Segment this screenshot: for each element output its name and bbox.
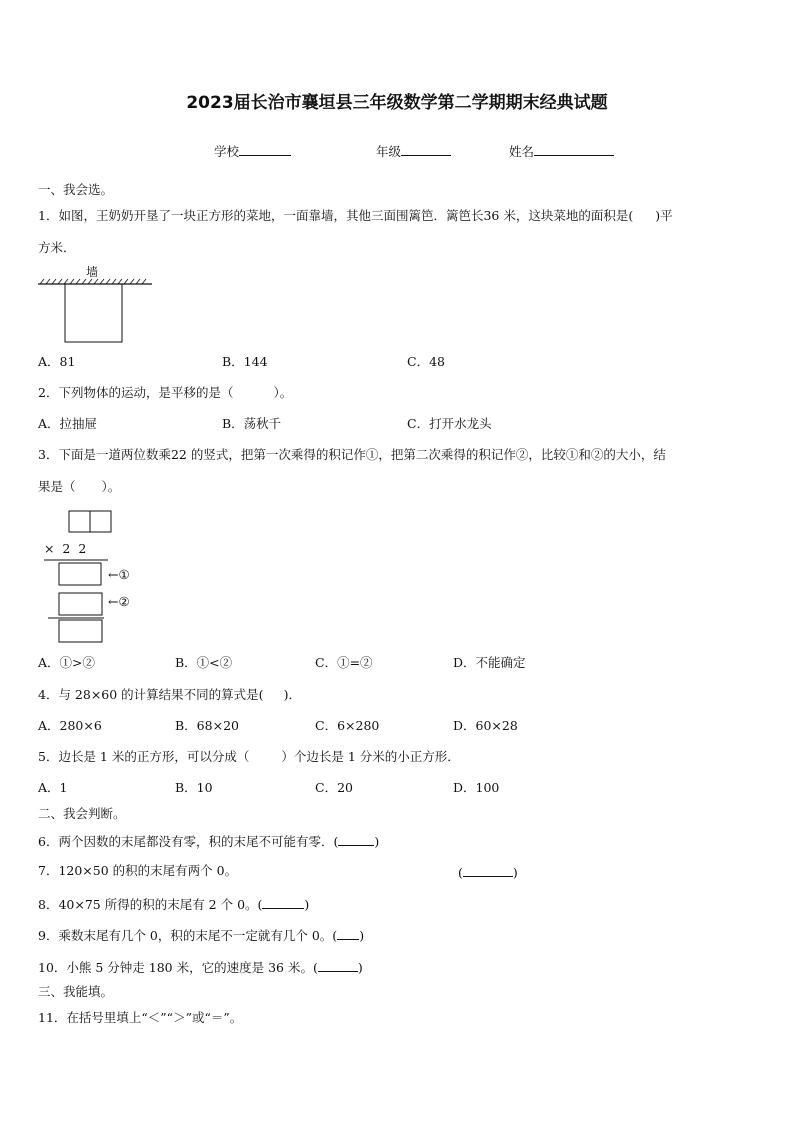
arrow-label-2: ←②	[108, 594, 130, 609]
name-blank[interactable]	[534, 142, 614, 156]
question-text	[38, 749, 460, 765]
question-text-part: )	[357, 960, 363, 975]
question-text-part: )平	[655, 208, 673, 223]
page-title: 2023届长治市襄垣县三年级数学第二学期期末经典试题	[186, 93, 608, 113]
name-field[interactable]	[509, 142, 614, 160]
judge-question	[38, 926, 364, 944]
question-text: 3．下面是一道两位数乘22 的竖式，把第一次乘得的积记作①，把第二次乘得的积记作②，比较①和②的大小，结	[38, 447, 666, 462]
question-text-part: 10．小熊 5 分钟走 180 米，它的速度是 36 米。(	[38, 960, 318, 975]
first-product-box	[59, 563, 101, 585]
answer-blank[interactable]	[337, 926, 359, 940]
question-text-part: 2．下列物体的运动，是平移的是（	[38, 385, 234, 400]
question-text-part: (	[458, 865, 463, 880]
option-c[interactable]: C．48	[407, 354, 445, 369]
question-text-part: 果是（	[38, 479, 76, 494]
question-text-part: 6．两个因数的末尾都没有零，积的末尾不可能有零．(	[38, 834, 339, 849]
question-text-part: 4．与 28×60 的计算结果不同的算式是(	[38, 687, 264, 702]
option-b[interactable]: B．10	[175, 780, 213, 795]
grade-field[interactable]	[376, 142, 451, 160]
judge-question	[38, 832, 379, 850]
question-text-part: )	[304, 897, 310, 912]
digit-box-tens	[69, 511, 90, 532]
option-b[interactable]: B．144	[222, 354, 268, 369]
section-heading: 一、我会选。	[38, 182, 114, 197]
section-heading: 二、我会判断。	[38, 806, 126, 821]
question-text-part: ）。	[101, 479, 121, 494]
question-text-part: )	[374, 834, 380, 849]
second-product-box	[59, 593, 102, 615]
grade-blank[interactable]	[401, 142, 451, 156]
question-text-part: 1．如图，王奶奶开垦了一块正方形的菜地，一面靠墙，其他三面围篱笆．篱笆长36 米，这块菜地的面积是(	[38, 208, 634, 223]
name-label: 姓名	[509, 144, 535, 159]
option-b[interactable]: B．①<②	[175, 655, 233, 670]
wall-hatching	[40, 279, 146, 284]
answer-blank[interactable]	[463, 863, 513, 877]
school-field[interactable]	[214, 142, 291, 160]
option-a[interactable]: A．280×6	[38, 718, 102, 733]
wall-figure	[36, 262, 156, 346]
school-blank[interactable]	[239, 142, 291, 156]
question-text-part: ）。	[273, 385, 293, 400]
answer-blank[interactable]	[318, 958, 358, 972]
option-a[interactable]: A．拉抽屉	[38, 416, 98, 431]
question-text	[38, 208, 673, 224]
judge-question	[38, 958, 363, 976]
judge-question	[38, 895, 309, 913]
question-text	[38, 687, 301, 703]
option-c[interactable]: C．打开水龙头	[407, 416, 492, 431]
school-label: 学校	[214, 144, 240, 159]
question-text-part: 9．乘数末尾有几个 0，积的末尾不一定就有几个 0。(	[38, 928, 338, 943]
sum-box	[59, 620, 102, 642]
option-a[interactable]: A．1	[38, 780, 68, 795]
option-b[interactable]: B．荡秋千	[222, 416, 282, 431]
option-a[interactable]: A．①>②	[38, 655, 96, 670]
option-c[interactable]: C．20	[315, 780, 353, 795]
question-text-part: 5．边长是 1 米的正方形，可以分成（	[38, 749, 250, 764]
question-text	[38, 385, 292, 401]
answer-blank[interactable]	[338, 832, 374, 846]
option-a[interactable]: A．81	[38, 354, 76, 369]
digit-box-ones	[90, 511, 111, 532]
question-text: 11．在括号里填上“＜”“＞”或“＝”。	[38, 1010, 243, 1025]
question-text-part: ）个边长是 1 分米的小正方形．	[281, 749, 460, 764]
section-heading: 三、我能填。	[38, 984, 114, 999]
multiplier-text: × 2 2	[44, 541, 87, 556]
judge-question: 7．120×50 的积的末尾有两个 0。	[38, 863, 238, 878]
option-c[interactable]: C．①=②	[315, 655, 373, 670]
grade-label: 年级	[376, 144, 402, 159]
arrow-label-1: ←①	[108, 567, 130, 582]
option-d[interactable]: D．60×28	[453, 718, 518, 733]
option-d[interactable]: D．不能确定	[453, 655, 526, 670]
question-text-cont: 方米．	[38, 240, 76, 255]
answer-blank[interactable]	[262, 895, 304, 909]
option-c[interactable]: C．6×280	[315, 718, 380, 733]
option-b[interactable]: B．68×20	[175, 718, 239, 733]
question-text-part: 8．40×75 所得的积的末尾有 2 个 0。(	[38, 897, 263, 912]
question-text-part: )	[512, 865, 518, 880]
vertical-multiplication-figure	[40, 508, 160, 644]
judge-answer	[458, 863, 518, 881]
question-text-part: )．	[283, 687, 301, 702]
question-text-cont	[38, 479, 120, 495]
garden-square	[65, 284, 122, 342]
wall-label: 墙	[86, 265, 99, 279]
question-text-part: )	[359, 928, 365, 943]
option-d[interactable]: D．100	[453, 780, 500, 795]
